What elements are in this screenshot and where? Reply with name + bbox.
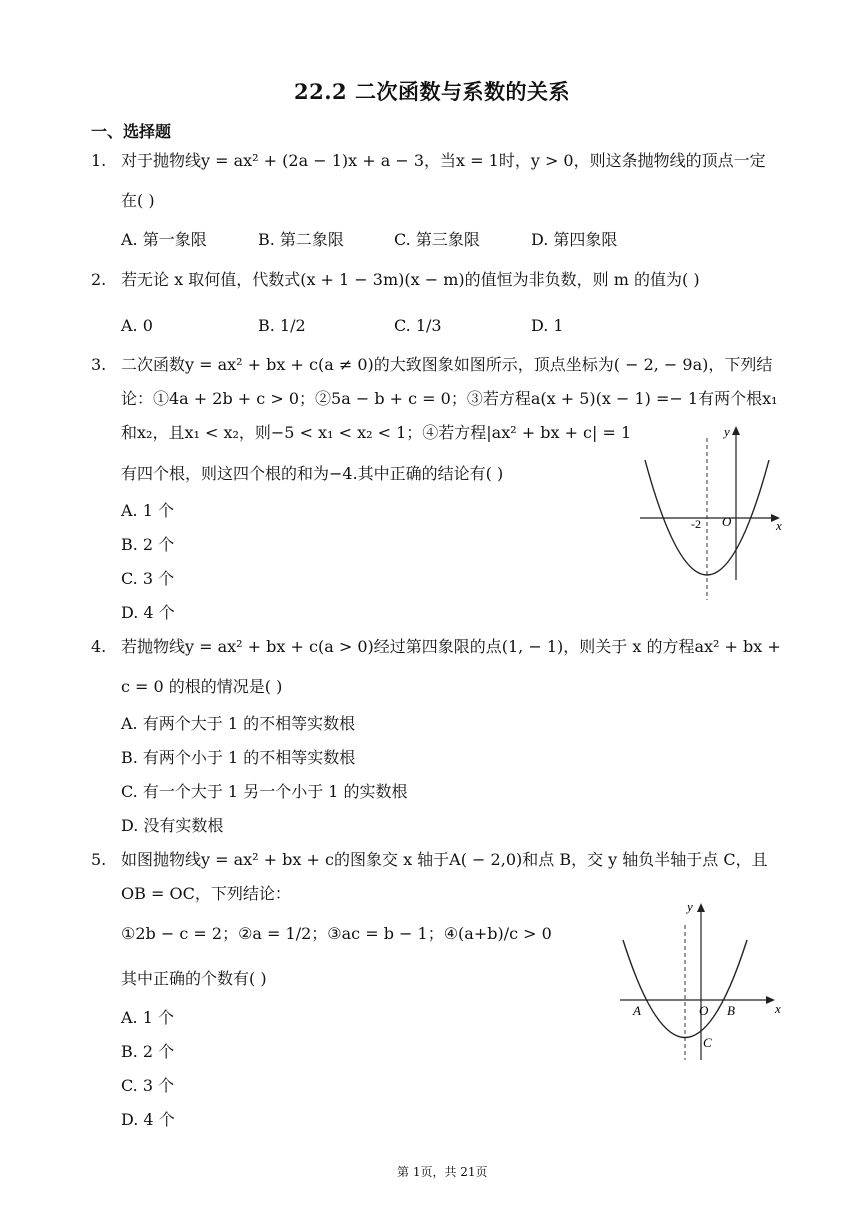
q3-option-d: D. 4 个 (121, 603, 175, 622)
q5-stem-line2: OB = OC，下列结论： (121, 884, 291, 903)
q5-parabola-figure (615, 895, 790, 1070)
q3-label-tick: -2 (691, 517, 701, 531)
q2-number: 2. (91, 270, 107, 289)
q3-label-y: y (724, 424, 730, 439)
q1-option-c: C. 第三象限 (394, 230, 480, 249)
q1-stem-line2: 在( ) (121, 191, 155, 210)
q3-parabola-figure (630, 420, 790, 605)
q2-stem-line1: 若无论 x 取何值，代数式(x + 1 − 3m)(x − m)的值恒为非负数，则 m 的值为( ) (121, 270, 700, 289)
q5-stem-line1: 如图抛物线y = ax² + bx + c的图象交 x 轴于A( − 2,0)和点 B，交 y 轴负半轴于点 C，且 (121, 850, 768, 869)
q5-label-b: B (727, 1003, 735, 1018)
q5-number: 5. (91, 850, 107, 869)
q4-stem-line2: c = 0 的根的情况是( ) (121, 677, 283, 696)
q4-option-c: C. 有一个大于 1 另一个小于 1 的实数根 (121, 782, 408, 801)
q5-y-axis-arrow-icon (697, 903, 705, 912)
q5-label-c: C (703, 1035, 712, 1050)
q5-option-b: B. 2 个 (121, 1042, 175, 1061)
q5-label-x: x (775, 1001, 781, 1016)
q2-option-a: A. 0 (121, 316, 153, 335)
q2-option-c: C. 1/3 (394, 316, 442, 335)
q3-y-axis-arrow-icon (732, 426, 740, 435)
q4-option-b: B. 有两个小于 1 的不相等实数根 (121, 748, 356, 767)
q3-stem-line2: 论：①4a + 2b + c > 0；②5a − b + c = 0；③若方程a(x + 5)(x − 1) =− 1有两个根x₁ (121, 389, 778, 408)
q1-option-d: D. 第四象限 (531, 230, 618, 249)
page-title: 22.2 二次函数与系数的关系 (294, 79, 570, 104)
q3-option-a: A. 1 个 (121, 501, 174, 520)
q3-label-x: x (776, 518, 782, 533)
page-footer: 第 1页，共 21页 (397, 1165, 488, 1179)
q2-option-b: B. 1/2 (258, 316, 306, 335)
q4-number: 4. (91, 637, 107, 656)
q5-stem-line3: ①2b − c = 2；②a = 1/2；③ac = b − 1；④(a+b)/c > 0 (121, 924, 552, 943)
q1-number: 1. (91, 151, 107, 170)
q1-option-a: A. 第一象限 (121, 230, 207, 249)
q3-label-origin: O (722, 514, 732, 529)
q1-option-b: B. 第二象限 (258, 230, 344, 249)
q4-option-d: D. 没有实数根 (121, 816, 224, 835)
q5-label-y: y (687, 899, 693, 914)
q3-stem-line1: 二次函数y = ax² + bx + c(a ≠ 0)的大致图象如图所示，顶点坐标为( − 2, − 9a)，下列结 (121, 355, 773, 374)
q5-label-origin: O (699, 1003, 709, 1018)
q5-stem-line4: 其中正确的个数有( ) (121, 969, 267, 988)
q5-option-d: D. 4 个 (121, 1110, 175, 1129)
q5-x-axis-arrow-icon (766, 996, 775, 1004)
section-heading: 一、选择题 (91, 122, 172, 141)
q5-label-a: A (633, 1003, 641, 1018)
q1-stem-line1: 对于抛物线y = ax² + (2a − 1)x + a − 3，当x = 1时，y > 0，则这条抛物线的顶点一定 (121, 151, 766, 170)
q3-stem-line4: 有四个根，则这四个根的和为−4.其中正确的结论有( ) (121, 464, 504, 483)
q3-stem-line3: 和x₂，且x₁ < x₂，则−5 < x₁ < x₂ < 1；④若方程|ax² + bx + c| = 1 (121, 423, 632, 442)
q5-option-c: C. 3 个 (121, 1076, 175, 1095)
q3-option-c: C. 3 个 (121, 569, 175, 588)
q4-stem-line1: 若抛物线y = ax² + bx + c(a > 0)经过第四象限的点(1, − 1)，则关于 x 的方程ax² + bx + (121, 637, 781, 656)
q3-number: 3. (91, 355, 107, 374)
q2-option-d: D. 1 (531, 316, 564, 335)
q4-option-a: A. 有两个大于 1 的不相等实数根 (121, 714, 356, 733)
q3-option-b: B. 2 个 (121, 535, 175, 554)
q5-option-a: A. 1 个 (121, 1008, 174, 1027)
